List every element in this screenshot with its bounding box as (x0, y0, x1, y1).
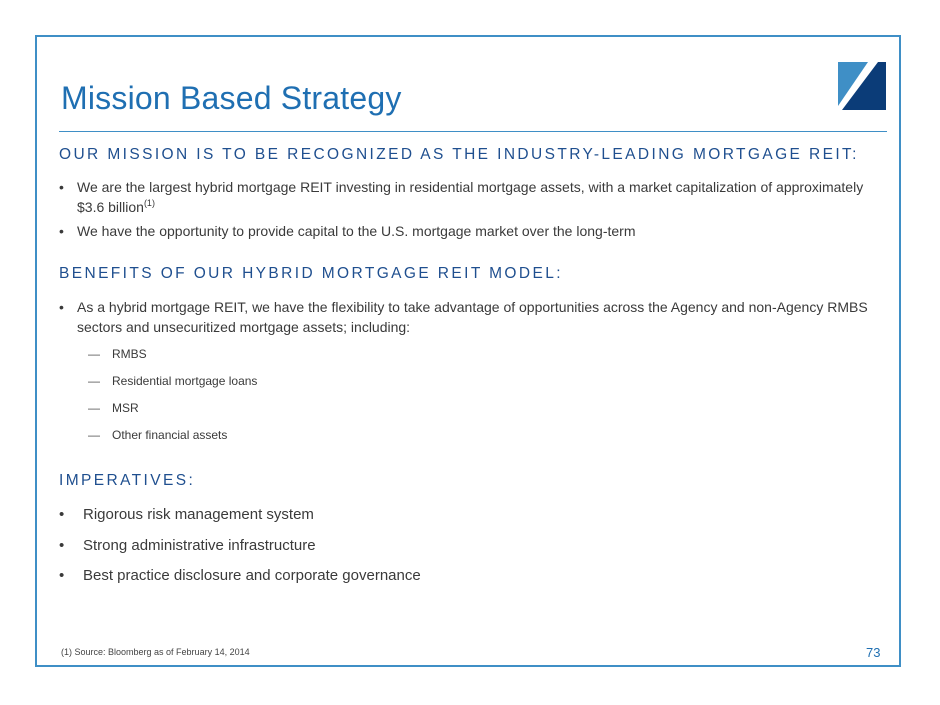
bullet-icon: • (59, 506, 65, 523)
sub-item-text: Residential mortgage loans (112, 374, 258, 388)
title-divider (59, 131, 887, 132)
footnote: (1) Source: Bloomberg as of February 14, 2014 (61, 647, 250, 657)
section-heading-imperatives: IMPERATIVES: (59, 472, 196, 489)
list-item (59, 177, 874, 217)
sub-item-text: RMBS (112, 347, 147, 361)
bullet-icon: • (59, 567, 65, 584)
bullet-icon: • (59, 223, 64, 239)
dash-icon: — (88, 374, 100, 388)
list-item (59, 505, 874, 525)
dash-icon: — (88, 401, 100, 415)
sub-list-item (88, 346, 147, 362)
dash-icon: — (88, 428, 100, 442)
bullet-text: Rigorous risk management system (83, 506, 314, 523)
bullet-icon: • (59, 537, 65, 554)
sub-list-item (88, 400, 139, 416)
bullet-text: Best practice disclosure and corporate governance (83, 567, 421, 584)
sub-list-item (88, 373, 257, 389)
list-item (59, 221, 874, 241)
footnote-marker: (1) (143, 198, 155, 208)
bullet-text: Strong administrative infrastructure (83, 537, 316, 554)
section-heading-mission: OUR MISSION IS TO BE RECOGNIZED AS THE INDUSTRY-LEADING MORTGAGE REIT: (59, 146, 859, 163)
section-heading-benefits: BENEFITS OF OUR HYBRID MORTGAGE REIT MODEL: (59, 265, 563, 282)
bullet-text: We have the opportunity to provide capital to the U.S. mortgage market over the long-term (77, 223, 636, 239)
sub-item-text: MSR (112, 401, 139, 415)
dash-icon: — (88, 347, 100, 361)
company-logo-icon (838, 62, 886, 110)
bullet-icon: • (59, 179, 64, 195)
sub-list-item (88, 427, 227, 443)
list-item (59, 297, 874, 337)
sub-item-text: Other financial assets (112, 428, 228, 442)
page-title: Mission Based Strategy (61, 80, 402, 116)
list-item (59, 566, 874, 586)
bullet-icon: • (59, 299, 64, 315)
page-number: 73 (866, 645, 881, 660)
list-item (59, 536, 874, 556)
bullet-text: As a hybrid mortgage REIT, we have the flexibility to take advantage of opportunities across the Agency and non-Agency RMBS sectors and unsecuritized mortgage assets; including: (77, 299, 868, 335)
bullet-text: We are the largest hybrid mortgage REIT investing in residential mortgage assets, with a market capitalization of approximately $3.6 billion (77, 179, 864, 215)
